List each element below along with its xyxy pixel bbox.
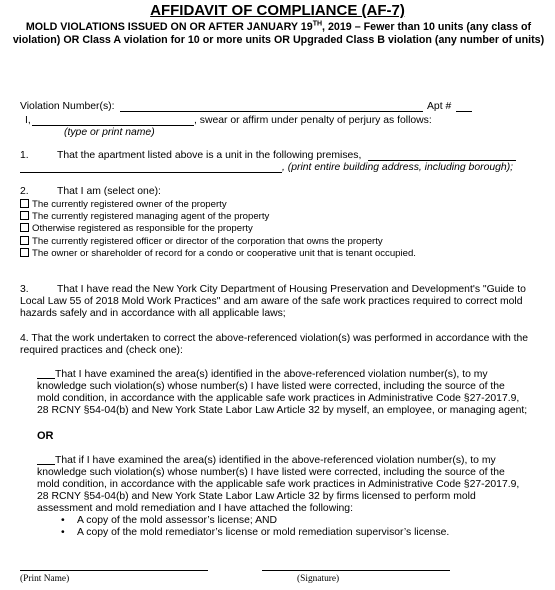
bullet-item bbox=[61, 527, 449, 538]
checkbox-icon[interactable] bbox=[20, 236, 29, 245]
option-label: The currently registered officer or director of the corporation that owns the property bbox=[32, 236, 383, 247]
option-a-line-2: knowledge such violation(s) whose number(s) I have listed were corrected, including the source of the bbox=[37, 381, 505, 392]
option-owner[interactable] bbox=[20, 199, 227, 210]
checkbox-icon[interactable] bbox=[20, 211, 29, 220]
apt-label: Apt # bbox=[427, 101, 452, 112]
checkbox-icon[interactable] bbox=[20, 248, 29, 257]
item-3-line-1: That I have read the New York City Department of Housing Preservation and Development's "Guide to bbox=[57, 284, 526, 295]
option-label: The currently registered managing agent of the property bbox=[32, 211, 270, 222]
option-label: Otherwise registered as responsible for the property bbox=[32, 223, 253, 234]
bullet-icon: • bbox=[61, 527, 65, 538]
option-a-line-4: 28 RCNY §54-04(b) and New York State Labor Law Article 32 by myself, an employee, or managing agent; bbox=[37, 405, 528, 416]
item-2-text: That I am (select one): bbox=[57, 186, 161, 197]
item-4-line-1: 4. That the work undertaken to correct the above-referenced violation(s) was performed in accordance with the bbox=[20, 333, 529, 344]
item-1-number: 1. bbox=[20, 150, 29, 161]
option-managing-agent[interactable] bbox=[20, 211, 269, 222]
premises-field-2[interactable] bbox=[20, 162, 282, 173]
option-a-line-3: mold condition, in accordance with the applicable safe work practices in Administrative Code §27-2017.9, bbox=[37, 393, 520, 404]
option-b-line-3: mold condition, in accordance with the applicable safe work practices in Administrative Code §27-2017.9, bbox=[37, 479, 520, 490]
address-hint: , (print entire building address, including borough); bbox=[282, 162, 514, 173]
bullet-text: A copy of the mold remediator’s license or mold remediation supervisor’s license. bbox=[77, 527, 450, 538]
subtitle-text-rest: , 2019 – Fewer than 10 units (any class of violation) OR Class A violation for 10 or more units OR Upgraded Class B violation (any number of units) bbox=[12, 21, 545, 46]
option-otherwise-responsible[interactable] bbox=[20, 223, 253, 234]
item-2-number: 2. bbox=[20, 186, 29, 197]
option-a-line-1: That I have examined the area(s) identified in the above-referenced violation number(s), to my bbox=[55, 369, 488, 380]
option-label: The owner or shareholder of record for a condo or cooperative unit that is tenant occupied. bbox=[32, 248, 416, 259]
option-b-line-1: That if I have examined the area(s) identified in the above-referenced violation number(s), to my bbox=[55, 455, 496, 466]
item-3-line-3: hazards safely and in accordance with all applicable laws; bbox=[20, 308, 286, 319]
option-label: The currently registered owner of the property bbox=[32, 199, 227, 210]
item-3-number: 3. bbox=[20, 284, 29, 295]
checkbox-icon[interactable] bbox=[20, 199, 29, 208]
document-title: AFFIDAVIT OF COMPLIANCE (AF-7) bbox=[150, 2, 405, 19]
item-1-text: That the apartment listed above is a unit in the following premises, bbox=[57, 150, 362, 161]
or-separator: OR bbox=[37, 430, 54, 442]
apt-number-field[interactable] bbox=[456, 101, 472, 112]
violation-number-label: Violation Number(s): bbox=[20, 101, 115, 112]
checkbox-icon[interactable] bbox=[20, 223, 29, 232]
item-3-line-2: Local Law 55 of 2018 Mold Work Practices" and am aware of the safe work practices required to correct mold bbox=[20, 296, 523, 307]
document-subtitle bbox=[12, 21, 545, 47]
subtitle-text: MOLD VIOLATIONS ISSUED ON OR AFTER JANUARY 19 bbox=[25, 21, 313, 33]
bullet-icon: • bbox=[61, 515, 65, 526]
option-b-line-4: 28 RCNY §54-04(b) and New York State Labor Law Article 32 by firms licensed to perform mold bbox=[37, 491, 476, 502]
premises-field-1[interactable] bbox=[368, 150, 516, 161]
option-a-check-blank[interactable] bbox=[37, 369, 55, 379]
item-4-line-2: required practices and (check one): bbox=[20, 345, 183, 356]
affiant-name-field[interactable] bbox=[32, 115, 194, 126]
swear-statement: , swear or affirm under penalty of perjury as follows: bbox=[194, 115, 432, 126]
swear-prefix: I, bbox=[25, 115, 31, 126]
option-b-check-blank[interactable] bbox=[37, 455, 55, 465]
name-hint: (type or print name) bbox=[64, 127, 155, 138]
print-name-label: (Print Name) bbox=[20, 574, 70, 584]
signature-label: (Signature) bbox=[297, 574, 340, 584]
signature-line[interactable] bbox=[262, 570, 450, 571]
print-name-line[interactable] bbox=[20, 570, 208, 571]
option-b-line-2: knowledge such violation(s) whose number(s) I have listed were corrected, including the source of the bbox=[37, 467, 505, 478]
subtitle-superscript: TH bbox=[312, 20, 323, 28]
violation-number-field[interactable] bbox=[120, 101, 423, 112]
bullet-text: A copy of the mold assessor’s license; AND bbox=[77, 515, 278, 526]
option-officer-director[interactable] bbox=[20, 236, 383, 247]
bullet-item bbox=[61, 515, 277, 526]
option-condo-coop-owner[interactable] bbox=[20, 248, 416, 259]
option-b-line-5: assessment and mold remediation and I have attached the following: bbox=[37, 503, 353, 514]
